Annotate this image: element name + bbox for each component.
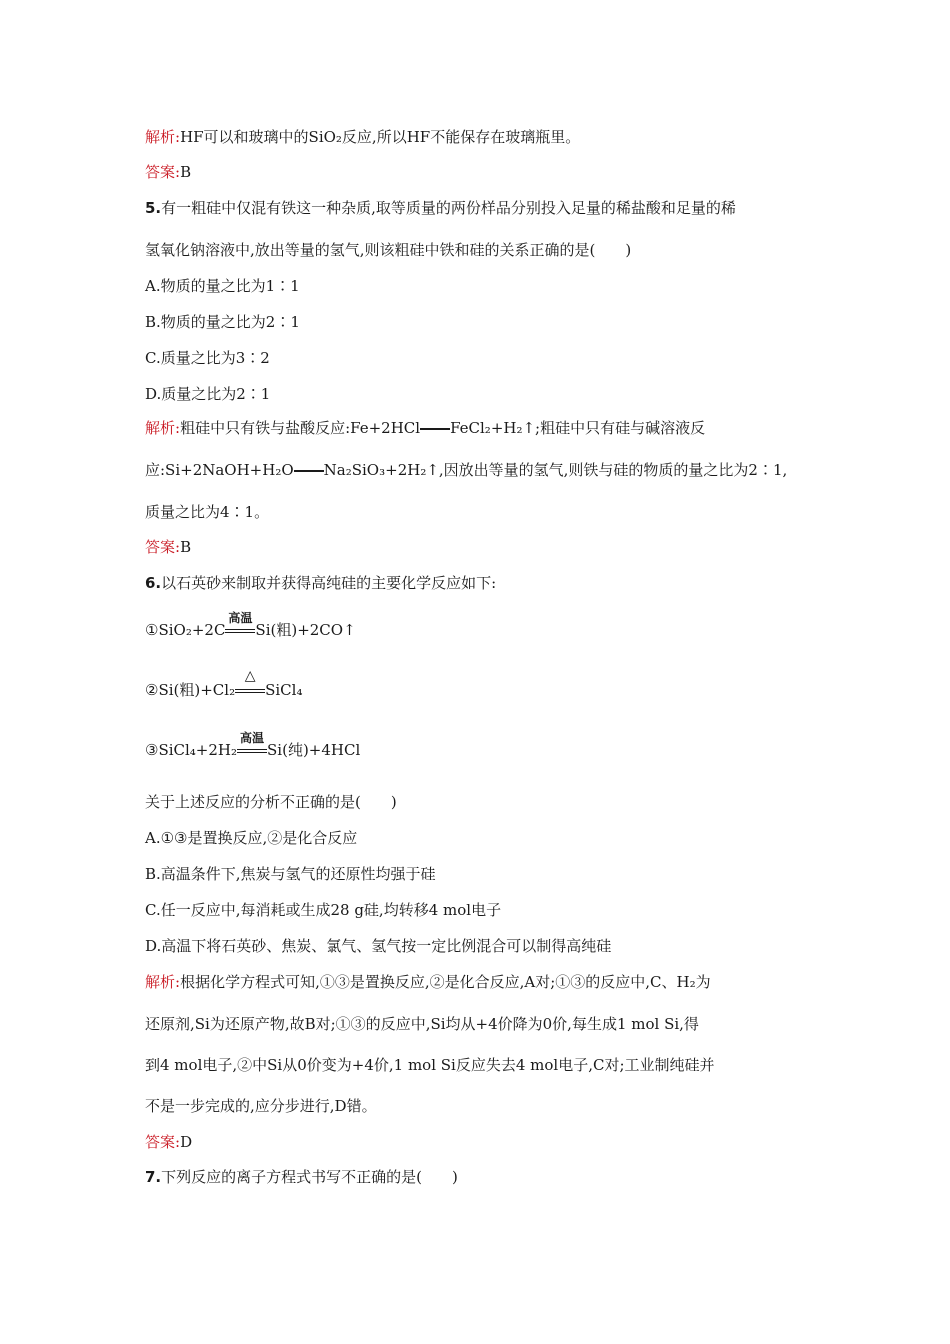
q6-question: 关于上述反应的分析不正确的是( ): [145, 793, 397, 811]
question-number: 5.: [145, 199, 162, 217]
analysis-text: HF可以和玻璃中的SiO₂反应,所以HF不能保存在玻璃瓶里。: [180, 128, 581, 146]
q6-option-c: C.任一反应中,每消耗或生成28 g硅,均转移4 mol电子: [145, 901, 502, 919]
q6-analysis-line3: 到4 mol电子,②中Si从0价变为+4价,1 mol Si反应失去4 mol电子,C对;工业制纯硅并: [145, 1056, 715, 1074]
reaction-right: Si(纯)+4HCl: [267, 741, 361, 759]
equation-left: 应:Si+2NaOH+H₂O: [145, 461, 294, 479]
question-text: 有一粗硅中仅混有铁这一种杂质,取等质量的两份样品分别投入足量的稀盐酸和足量的稀: [161, 199, 736, 217]
q5-option-b: B.物质的量之比为2∶1: [145, 313, 300, 331]
reaction-right: Si(粗)+2CO↑: [255, 621, 356, 639]
answer-value: B: [180, 163, 192, 181]
q6-analysis-line4: 不是一步完成的,应分步进行,D错。: [145, 1097, 377, 1115]
reaction-right: SiCl₄: [265, 681, 303, 699]
question-text: 下列反应的离子方程式书写不正确的是( ): [161, 1168, 458, 1186]
analysis-label: 解析:: [145, 128, 181, 146]
q5-option-d: D.质量之比为2∶1: [145, 385, 271, 403]
q5-answer: [145, 537, 191, 557]
q4-analysis: [145, 127, 580, 147]
double-equals-sign-icon: [225, 611, 255, 640]
q6-reaction-3: [145, 731, 361, 760]
analysis-label: 解析:: [145, 419, 181, 437]
q4-answer: [145, 162, 191, 182]
q6-option-d: D.高温下将石英砂、焦炭、氯气、氢气按一定比例混合可以制得高纯硅: [145, 937, 612, 955]
answer-value: B: [180, 538, 192, 556]
q6-reaction-2: [145, 668, 303, 700]
answer-label: 答案:: [145, 538, 181, 556]
q5-option-a: A.物质的量之比为1∶1: [145, 277, 300, 295]
analysis-text: 根据化学方程式可知,①③是置换反应,②是化合反应,A对;①③的反应中,C、H₂为: [180, 973, 711, 991]
q5-stem-line2: 氢氧化钠溶液中,放出等量的氢气,则该粗硅中铁和硅的关系正确的是( ): [145, 241, 632, 259]
q5-option-c: C.质量之比为3∶2: [145, 349, 270, 367]
q5-stem-line1: [145, 198, 736, 218]
double-equals-sign-icon: [235, 668, 265, 700]
heat-triangle-icon: △: [244, 668, 256, 684]
equals-sign-icon: [294, 460, 324, 480]
equation-right: Na₂SiO₃+2H₂↑,因放出等量的氢气,则铁与硅的物质的量之比为2∶1,: [323, 461, 788, 479]
reaction-condition: 高温: [228, 611, 253, 625]
q6-stem: [145, 573, 496, 593]
q6-analysis-line1: [145, 972, 711, 992]
q5-analysis-line3: 质量之比为4∶1。: [145, 503, 270, 521]
equation-left: 粗硅中只有铁与盐酸反应:Fe+2HCl: [180, 419, 421, 437]
equation-right: FeCl₂+H₂↑;粗硅中只有硅与碱溶液反: [450, 419, 706, 437]
q6-option-b: B.高温条件下,焦炭与氢气的还原性均强于硅: [145, 865, 436, 883]
question-number: 7.: [145, 1168, 162, 1186]
equals-sign-icon: [420, 418, 450, 438]
q5-analysis-line1: [145, 418, 705, 438]
reaction-left: ①SiO₂+2C: [145, 621, 226, 639]
q6-answer: [145, 1132, 192, 1152]
analysis-label: 解析:: [145, 973, 181, 991]
answer-value: D: [180, 1133, 193, 1151]
answer-label: 答案:: [145, 163, 181, 181]
reaction-left: ③SiCl₄+2H₂: [145, 741, 238, 759]
q6-analysis-line2: 还原剂,Si为还原产物,故B对;①③的反应中,Si均从+4价降为0价,每生成1 mol Si,得: [145, 1015, 699, 1033]
reaction-condition: 高温: [240, 731, 265, 745]
question-number: 6.: [145, 574, 162, 592]
reaction-left: ②Si(粗)+Cl₂: [145, 681, 236, 699]
double-equals-sign-icon: [237, 731, 267, 760]
q7-stem: [145, 1167, 458, 1187]
q6-reaction-1: [145, 611, 356, 640]
q5-analysis-line2: [145, 460, 787, 480]
answer-label: 答案:: [145, 1133, 181, 1151]
q6-option-a: A.①③是置换反应,②是化合反应: [145, 829, 358, 847]
question-text: 以石英砂来制取并获得高纯硅的主要化学反应如下:: [161, 574, 497, 592]
